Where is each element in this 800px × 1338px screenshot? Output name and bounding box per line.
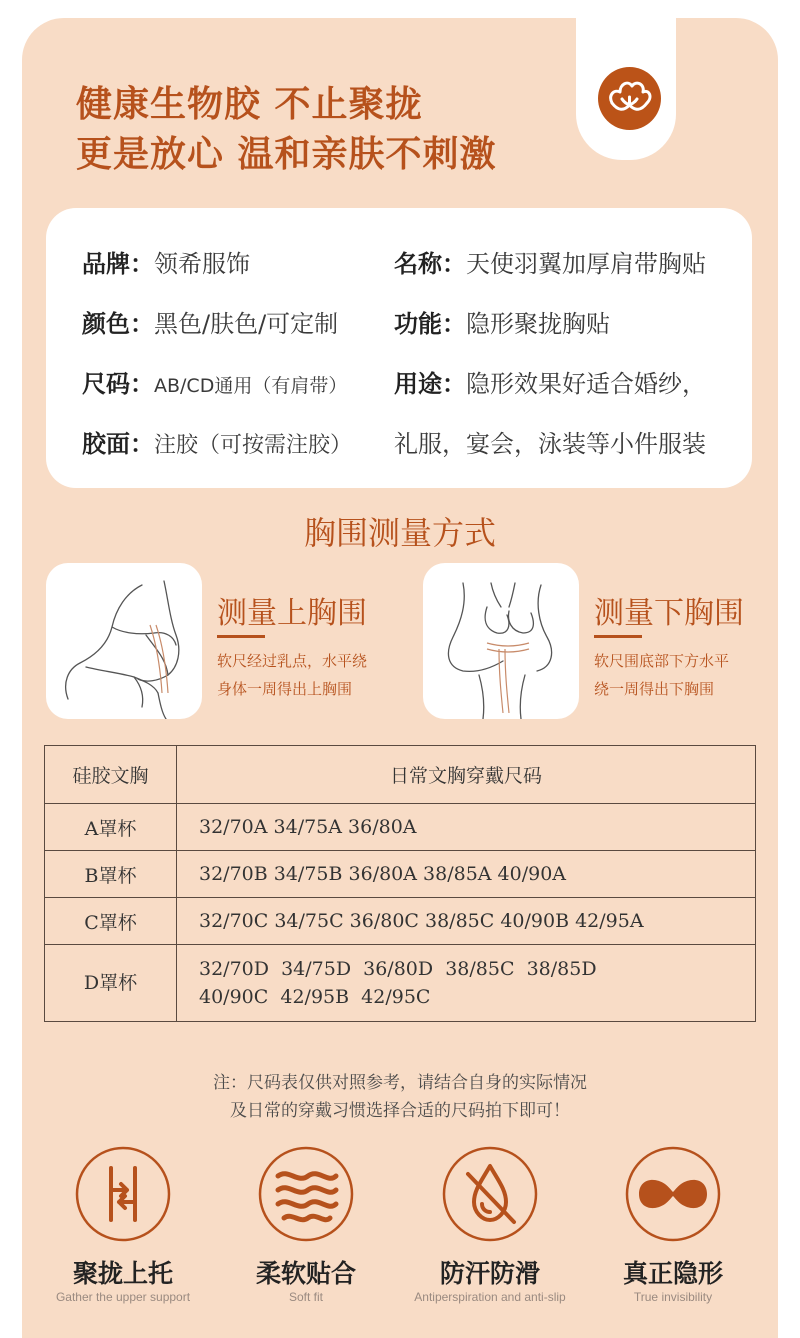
glue-value: 注胶（可按需注胶） (154, 433, 353, 458)
brand-label: 品牌： (82, 250, 154, 278)
feature-subtitle: Gather the upper support (55, 1290, 191, 1304)
note-line-2: 及日常的穿戴习惯选择合适的尺码拍下即可！ (230, 1101, 570, 1121)
headline-line1: 健康生物胶 不止聚拢 (76, 84, 423, 125)
product-info-card (46, 208, 752, 488)
headline-line2: 更是放心 温和亲肤不刺激 (76, 134, 497, 175)
measure-section-title: 胸围测量方式 (303, 514, 496, 552)
lower-bust-illustration (423, 563, 579, 719)
cup-cell: A罩杯 (45, 804, 177, 851)
feature-title: 柔软贴合 (255, 1259, 356, 1288)
info-size (82, 364, 347, 399)
lower-bust-underline (594, 635, 642, 638)
color-value: 黑色/肤色/可定制 (154, 310, 339, 338)
soft-waves-icon (258, 1146, 354, 1242)
usage-value-2: 礼服，宴会，泳装等小件服装 (394, 430, 706, 458)
note-line-1: 注：尺码表仅供对照参考，请结合自身的实际情况 (213, 1073, 587, 1093)
feature-subtitle: Soft fit (288, 1290, 323, 1304)
info-brand (82, 244, 250, 279)
table-header-row (45, 746, 756, 804)
invisible-bra-icon (625, 1146, 721, 1242)
glue-label: 胶面： (82, 430, 154, 458)
size-value: AB/CD通用（有肩带） (154, 375, 348, 397)
table-row (45, 945, 756, 1022)
cup-cell: B罩杯 (45, 851, 177, 898)
brand-value: 领希服饰 (154, 250, 250, 278)
sizes-line-2: 40/90C 42/95B 42/95C (199, 986, 431, 1008)
lower-bust-title: 测量下胸围 (594, 596, 744, 631)
sizes-cell (177, 945, 756, 1022)
feature-title: 聚拢上托 (72, 1259, 173, 1288)
gather-arrows-icon (75, 1146, 171, 1242)
size-chart-table (44, 745, 756, 1022)
sizes-cell: 32/70B 34/75B 36/80A 38/85A 40/90A (177, 851, 756, 898)
upper-bust-illustration (46, 563, 202, 719)
info-glue (82, 424, 352, 459)
feature-title: 真正隐形 (622, 1259, 723, 1288)
feature-subtitle: Antiperspiration and anti-slip (414, 1290, 566, 1304)
usage-value: 隐形效果好适合婚纱， (466, 370, 706, 398)
sizes-cell: 32/70A 34/75A 36/80A (177, 804, 756, 851)
cup-cell: C罩杯 (45, 898, 177, 945)
sizes-cell: 32/70C 34/75C 36/80C 38/85C 40/90B 42/95A (177, 898, 756, 945)
feature-soft-fit (214, 1146, 398, 1316)
feature-invisible (581, 1146, 765, 1316)
header-silicone-bra: 硅胶文胸 (45, 746, 177, 804)
table-row (45, 898, 756, 945)
info-color (82, 304, 338, 339)
feature-subtitle: True invisibility (633, 1290, 713, 1304)
name-label: 名称： (394, 250, 466, 278)
feature-anti-sweat (398, 1146, 582, 1316)
header-daily-size: 日常文胸穿戴尺码 (177, 746, 756, 804)
function-value: 隐形聚拢胸贴 (466, 310, 610, 338)
lower-bust-desc-1: 软尺围底部下方水平 (594, 652, 730, 670)
table-row (45, 851, 756, 898)
size-label: 尺码： (82, 370, 154, 398)
feature-gather (31, 1146, 215, 1316)
upper-bust-title: 测量上胸围 (217, 596, 367, 631)
upper-bust-desc-1: 软尺经过乳点，水平绕 (217, 652, 368, 670)
lower-bust-desc-2: 绕一周得出下胸围 (594, 680, 715, 698)
name-value: 天使羽翼加厚肩带胸贴 (466, 250, 706, 278)
no-sweat-drop-icon (442, 1146, 538, 1242)
table-row (45, 804, 756, 851)
feature-title: 防汗防滑 (439, 1259, 540, 1288)
info-function (394, 304, 610, 339)
upper-bust-desc-2: 身体一周得出上胸围 (217, 680, 353, 698)
cotton-flower-icon (598, 67, 661, 130)
cup-cell: D罩杯 (45, 945, 177, 1022)
info-usage (394, 364, 706, 399)
usage-label: 用途： (394, 370, 466, 398)
info-usage-cont (394, 424, 706, 459)
info-name (394, 244, 706, 279)
color-label: 颜色： (82, 310, 154, 338)
upper-bust-underline (217, 635, 265, 638)
function-label: 功能： (394, 310, 466, 338)
sizes-line-1: 32/70D 34/75D 36/80D 38/85C 38/85D (199, 958, 597, 980)
